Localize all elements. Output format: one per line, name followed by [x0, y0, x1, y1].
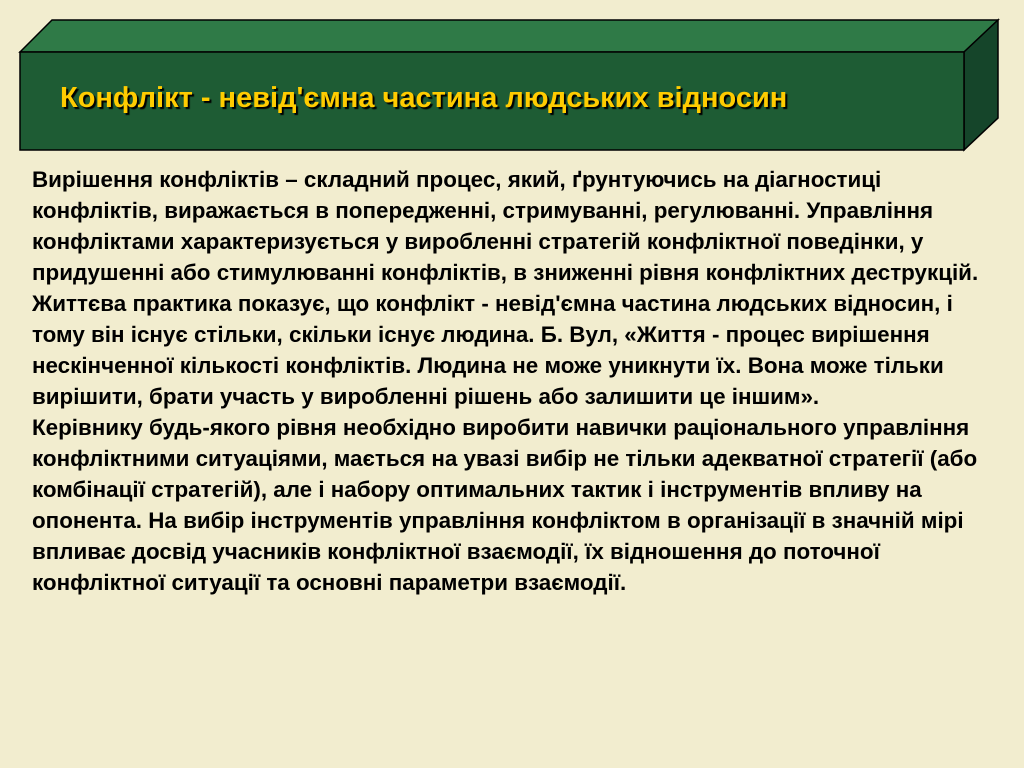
paragraph-conflict-resolution: Вирішення конфліктів – складний процес, який, ґрунтуючись на діагностиці конфліктів, виражається в попередженні, стримуванні, регулюванні. Управління конфліктами характеризується у виробленні стратегій конфліктної поведінки, у придушенні або стимулюванні конфліктів, в зниженні рівня конфліктних деструкцій.: [32, 167, 979, 285]
title-banner: [0, 0, 1024, 160]
slide-title: Конфлікт - невід'ємна частина людських відносин: [60, 82, 788, 114]
title-banner-3d-box: [0, 0, 1024, 160]
paragraph-life-practice: Життєва практика показує, що конфлікт - невід'ємна частина людських відносин, і тому він існує стільки, скільки існує людина. Б. Вул, «Життя - процес вирішення нескінченної кількості конфліктів. Людина не може уникнути їх. Вона може тільки вирішити, брати участь у виробленні рішень або залишити це іншим».: [32, 291, 953, 409]
paragraph-manager-skills: Керівнику будь-якого рівня необхідно виробити навички раціонального управління конфліктними ситуаціями, мається на увазі вибір не тільки адекватної стратегії (або комбінації стратегій), але і набору оптимальних тактик і інструментів впливу на опонента. На вибір інструментів управління конфліктом в організації в значній мірі впливає досвід учасників конфліктної взаємодії, їх відношення до поточної конфліктної ситуації та основні параметри взаємодії.: [32, 415, 978, 595]
banner-top-face: [20, 20, 998, 52]
slide-body: [32, 164, 1002, 598]
